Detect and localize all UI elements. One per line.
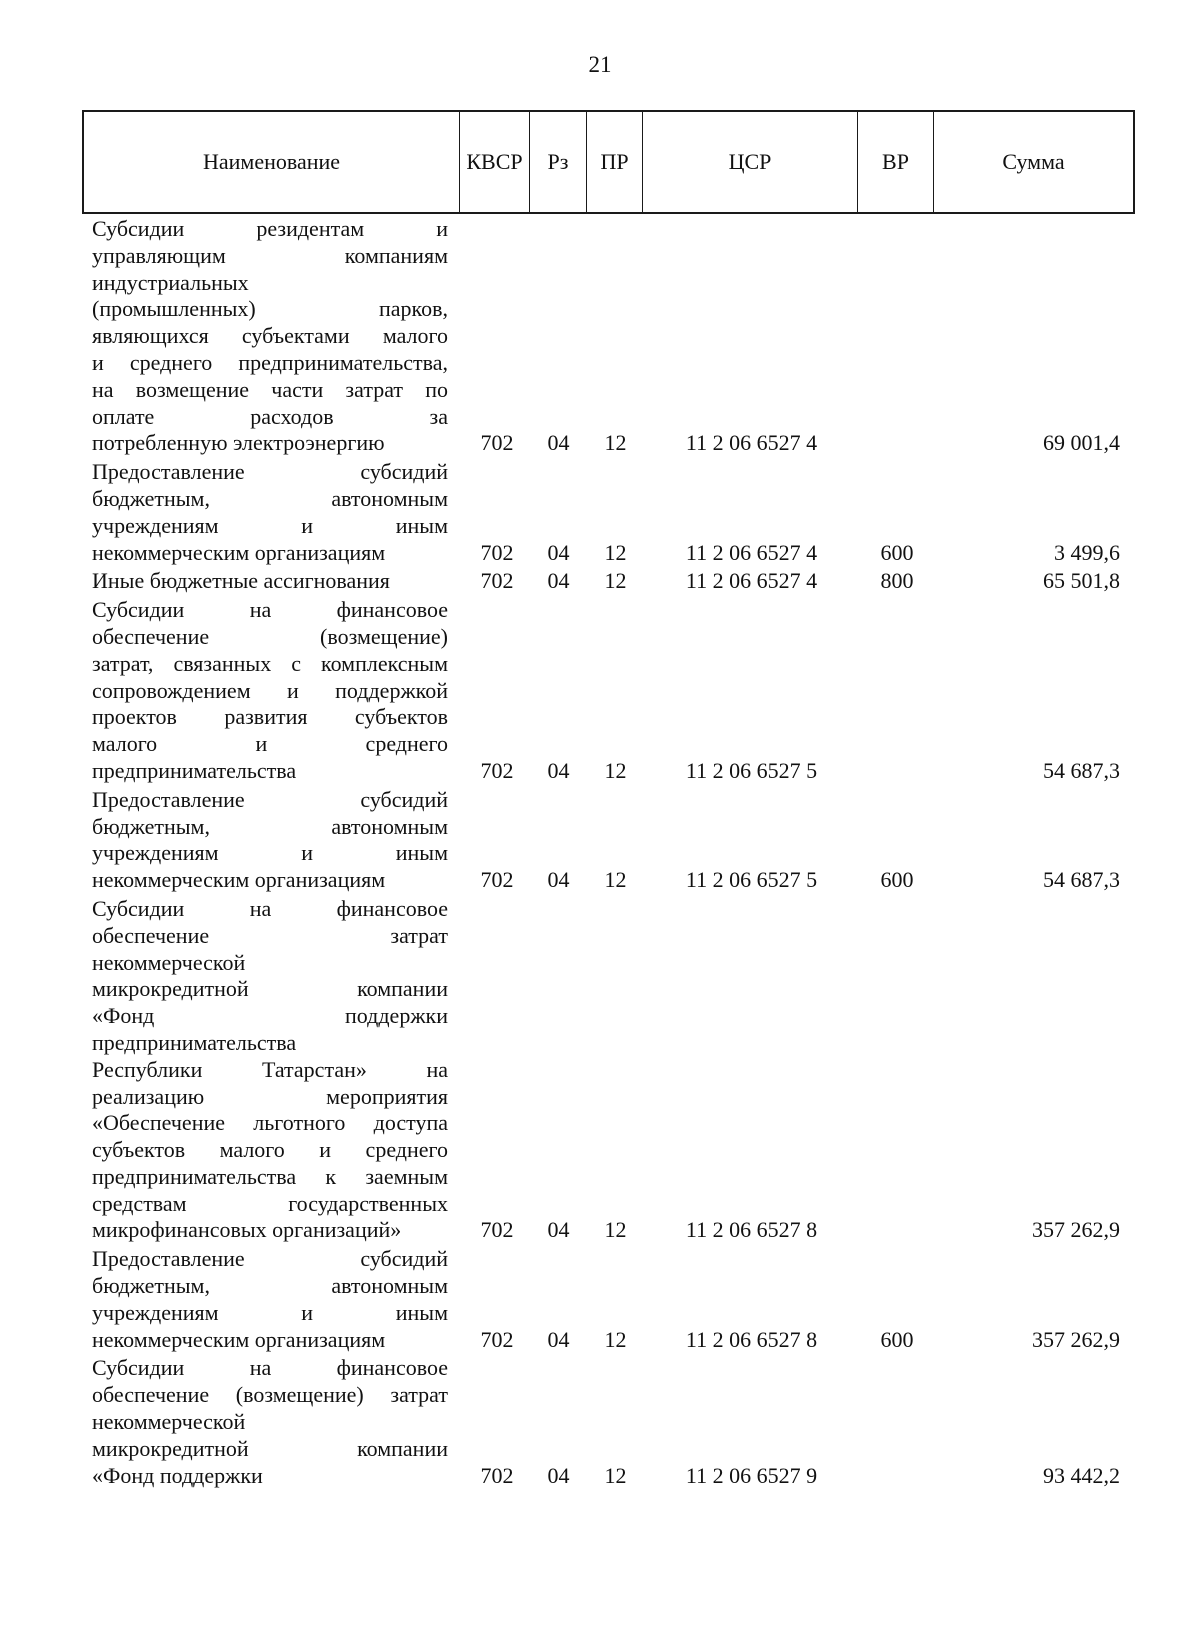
row-kvsr: 702 — [480, 867, 514, 893]
row-name — [92, 568, 448, 595]
row-sum: 69 001,4 — [1043, 430, 1120, 456]
row-name-line: предпринимательства — [92, 1029, 297, 1055]
row-name-line: затрат, связанных с комплексным — [92, 650, 448, 676]
row-csr: 11 2 06 6527 4 — [685, 568, 818, 594]
row-name-line: некоммерческим организациям — [92, 539, 386, 565]
row-name-line: «Фонд поддержки — [92, 1003, 448, 1029]
row-name-line: микрофинансовых организаций» — [92, 1217, 402, 1243]
row-name — [92, 896, 448, 1244]
header-csr: ЦСР — [643, 112, 858, 212]
row-sum: 357 262,9 — [1032, 1326, 1120, 1352]
row-csr: 11 2 06 6527 8 — [685, 1326, 818, 1352]
row-name-line: индустриальных — [92, 269, 249, 295]
row-vr: 600 — [880, 1326, 914, 1352]
row-sum: 357 262,9 — [1032, 1217, 1120, 1243]
header-rz: Рз — [530, 112, 587, 212]
row-name-line: Субсидии на финансовое — [92, 895, 448, 921]
header-sum: Сумма — [1002, 149, 1065, 174]
row-pr: 12 — [604, 568, 627, 594]
row-pr: 12 — [604, 867, 627, 893]
row-name-line: обеспечение (возмещение) затрат — [92, 1382, 448, 1408]
row-rz: 04 — [547, 867, 570, 893]
row-rz: 04 — [547, 539, 570, 565]
row-sum: 3 499,6 — [1054, 539, 1120, 565]
row-rz: 04 — [547, 568, 570, 594]
row-csr: 11 2 06 6527 5 — [685, 757, 818, 783]
row-rz: 04 — [547, 1217, 570, 1243]
row-kvsr: 702 — [480, 430, 514, 456]
row-kvsr: 702 — [480, 1217, 514, 1243]
row-name-line: сопровождением и поддержкой — [92, 677, 448, 703]
row-rz: 04 — [547, 430, 570, 456]
row-rz: 04 — [547, 1462, 570, 1488]
row-name-line: субъектов малого и среднего — [92, 1137, 448, 1163]
row-sum: 54 687,3 — [1043, 757, 1120, 783]
table-row — [92, 216, 1122, 457]
row-name-line: предпринимательства — [92, 757, 297, 783]
row-name-line: (промышленных) парков, — [92, 296, 448, 322]
row-name-line: бюджетным, автономным — [92, 813, 448, 839]
table-row — [92, 459, 1122, 566]
table-row — [92, 896, 1122, 1244]
row-name-line: средствам государственных — [92, 1190, 448, 1216]
row-name-line: Субсидии на финансовое — [92, 1355, 448, 1381]
row-name-line: на возмещение части затрат по — [92, 376, 448, 402]
row-name-line: «Фонд поддержки — [92, 1462, 263, 1488]
header-pr: ПР — [587, 112, 643, 212]
row-name — [92, 459, 448, 566]
row-pr: 12 — [604, 1462, 627, 1488]
table-row — [92, 1355, 1122, 1489]
row-name-line: микрокредитной компании — [92, 1435, 448, 1461]
row-name-line: предпринимательства к заемным — [92, 1163, 448, 1189]
row-name-line: бюджетным, автономным — [92, 1273, 448, 1299]
row-pr: 12 — [604, 1217, 627, 1243]
header-kvsr: КВСР — [460, 112, 530, 212]
row-name-line: некоммерческой — [92, 1409, 246, 1435]
row-name-line: некоммерческим организациям — [92, 1326, 386, 1352]
row-name-line: являющихся субъектами малого — [92, 323, 448, 349]
row-pr: 12 — [604, 1326, 627, 1352]
row-name-line: Субсидии резидентам и — [92, 216, 448, 241]
row-name-line: и среднего предпринимательства, — [92, 349, 448, 375]
row-name-line: потребленную электроэнергию — [92, 430, 385, 456]
row-csr: 11 2 06 6527 4 — [685, 430, 818, 456]
row-kvsr: 702 — [480, 1326, 514, 1352]
row-sum: 93 442,2 — [1043, 1462, 1120, 1488]
row-name-line: микрокредитной компании — [92, 976, 448, 1002]
row-name-line: Республики Татарстан» на — [92, 1056, 448, 1082]
row-name-line: Иные бюджетные ассигнования — [92, 568, 390, 594]
row-name-line: управляющим компаниям — [92, 242, 448, 268]
row-kvsr: 702 — [480, 757, 514, 783]
row-name — [92, 1246, 448, 1353]
row-csr: 11 2 06 6527 8 — [685, 1217, 818, 1243]
row-vr: 800 — [880, 568, 914, 594]
row-name-line: проектов развития субъектов — [92, 704, 448, 730]
row-kvsr: 702 — [480, 539, 514, 565]
row-kvsr: 702 — [480, 568, 514, 594]
row-pr: 12 — [604, 430, 627, 456]
row-name — [92, 216, 448, 457]
row-name-line: «Обеспечение льготного доступа — [92, 1110, 448, 1136]
row-csr: 11 2 06 6527 9 — [685, 1462, 818, 1488]
row-csr: 11 2 06 6527 4 — [685, 539, 818, 565]
table-row — [92, 597, 1122, 785]
table-row — [92, 1246, 1122, 1353]
row-rz: 04 — [547, 1326, 570, 1352]
row-name-line: оплате расходов за — [92, 403, 448, 429]
row-kvsr: 702 — [480, 1462, 514, 1488]
table-row — [92, 568, 1122, 595]
row-name-line: Субсидии на финансовое — [92, 597, 448, 623]
row-name-line: учреждениям и иным — [92, 1299, 448, 1325]
row-pr: 12 — [604, 757, 627, 783]
row-sum: 65 501,8 — [1043, 568, 1120, 594]
row-name-line: Предоставление субсидий — [92, 459, 448, 485]
row-vr: 600 — [880, 867, 914, 893]
row-csr: 11 2 06 6527 5 — [685, 867, 818, 893]
row-sum: 54 687,3 — [1043, 867, 1120, 893]
table-header — [82, 110, 1135, 214]
row-name — [92, 1355, 448, 1489]
page-number: 21 — [588, 52, 612, 77]
row-vr: 600 — [880, 539, 914, 565]
row-name-line: Предоставление субсидий — [92, 1246, 448, 1272]
row-name-line: некоммерческим организациям — [92, 867, 386, 893]
header-name: Наименование — [84, 112, 460, 212]
row-name-line: реализацию мероприятия — [92, 1083, 448, 1109]
row-name — [92, 597, 448, 785]
row-name-line: Предоставление субсидий — [92, 786, 448, 812]
row-name — [92, 787, 448, 894]
row-pr: 12 — [604, 539, 627, 565]
table-row — [92, 787, 1122, 894]
row-rz: 04 — [547, 757, 570, 783]
header-vr: ВР — [858, 112, 934, 212]
row-name-line: обеспечение затрат — [92, 922, 448, 948]
row-name-line: обеспечение (возмещение) — [92, 623, 448, 649]
row-name-line: малого и среднего — [92, 731, 448, 757]
table-body — [92, 216, 1122, 1489]
row-name-line: бюджетным, автономным — [92, 485, 448, 511]
row-name-line: некоммерческой — [92, 949, 246, 975]
row-name-line: учреждениям и иным — [92, 512, 448, 538]
row-name-line: учреждениям и иным — [92, 840, 448, 866]
